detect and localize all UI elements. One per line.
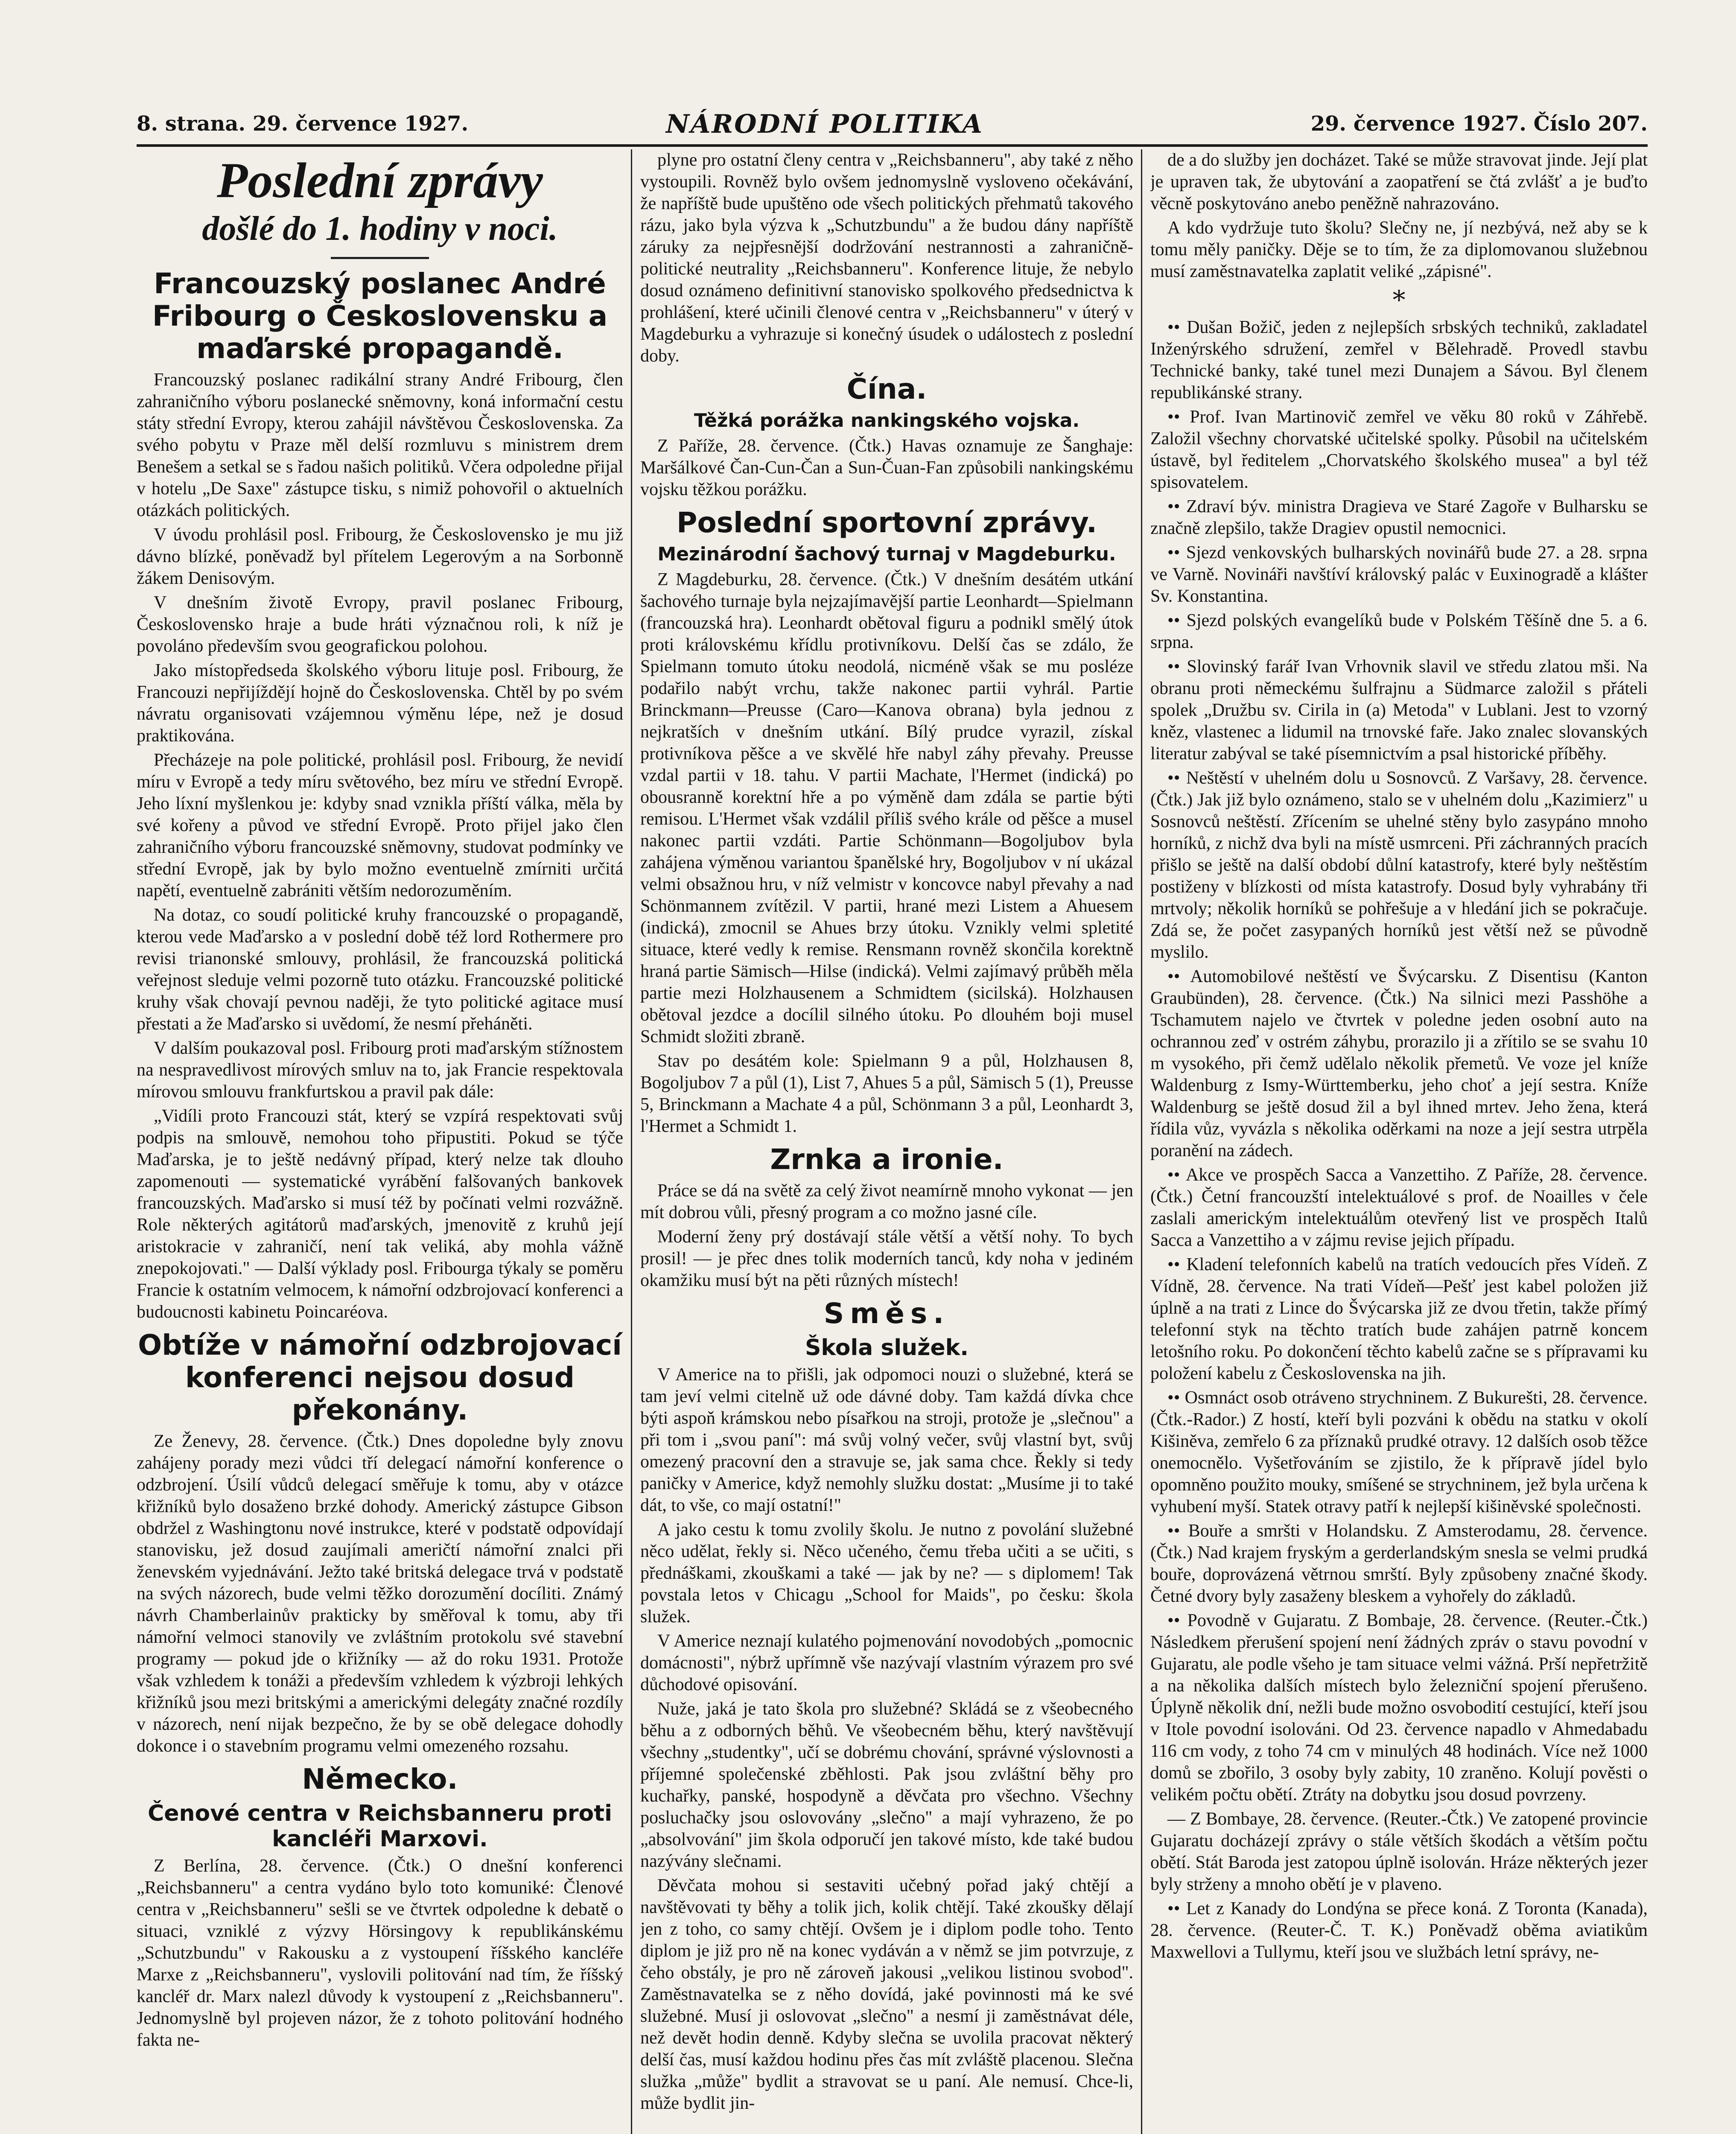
paragraph: •• Slovinský farář Ivan Vrhovnik slavil ve středu zlatou mši. Na obranu proti německému šulfrajnu a Südmarce založil s přáteli spolek „Družbu sv. Cirila in (a) Metoda" v Lublani. Jest to vzorný kněz, vlastenec a lidumil na trnovské faře. Jako znalec slovanských literatur zabýval se také písemnictvím a psal historické příběhy. <box>1150 657 1648 764</box>
section-subtitle: Mezinárodní šachový turnaj v Magdeburku. <box>657 543 1116 565</box>
paragraph: •• Automobilové neštěstí ve Švýcarsku. Z Disentisu (Kanton Graubünden), 28. července. (Čtk.) Na silnici mezi Passhöhe a Tschamutem najelo ve čtvrtek v poledne jeden osobní auto na ochrannou zeď v ostrém záhybu, prorazilo ji a zřítilo se se svahu 10 m vysokého, při čemž udělalo několik přemetů. Ve voze jel kníže Waldenburg z Ismy-Württemberku, jeho choť a její sestra. Kníže Waldenburg se ještě dosud žil a byl ihned mrtev. Jeho žena, která řídila vůz, vyvázla s několika oděrkami na noze a její sestra utrpěla poranění na zádech. <box>1150 967 1648 1160</box>
paragraph: Moderní ženy prý dostávají stále větší a větší nohy. To bych prosil! — je přec dnes tolik moderních tanců, kdy noha v jediném okamžiku musí být na pěti různých místech! <box>640 1227 1133 1290</box>
paragraph: V úvodu prohlásil posl. Fribourg, že Československo je mu již dávno blízké, poněvadž byl přítelem Legerovým a na Sorbonně žákem Denisovým. <box>137 525 623 588</box>
paragraph: Francouzský poslanec radikální strany André Fribourg, člen zahraničního výboru poslanecké sněmovny, koná informační cestu státy střední Evropy, kterou zahájil návštěvou Československa. Za svého pobytu v Praze měl delší rozmluvu s ministrem drem Benešem a setkal se s řadou našich politiků. Včera odpoledne přijal v hotelu „De Saxe" zástupce tisku, s nimiž pohovořil o aktuelních otázkách politických. <box>137 370 623 520</box>
paragraph: Stav po desátém kole: Spielmann 9 a půl, Holzhausen 8, Bogoljubov 7 a půl (1), List 7, Ahues 5 a půl, Sämisch 5 (1), Preusse 5, Brinckmann a Machate 4 a půl, Schönmann 3 a půl, Leonhardt 3, l'Hermet a Schmidt 1. <box>640 1051 1133 1136</box>
paragraph: Z Magdeburku, 28. července. (Čtk.) V dnešním desátém utkání šachového turnaje byla nejzajímavější partie Leonhardt—Spielmann (francouzská hra). Leonhardt obětoval figuru a podnikl smělý útok proti královskému křídlu protivníkovu. Delší čas se zdálo, že Spielmann tomuto útoku neodolá, nicméně však se mu posléze podařilo nabýt vrchu, takže nakonec partii vyhrál. Partie Brinckmann—Preusse (Caro—Kanova obrana) byla jednou z nejkratších v dnešním utkání. Bílý prudce vyrazil, získal protivníkova pěšce a ve skvělé hře nabyl záhy převahy. Preusse vzdal partii v 18. tahu. V partii Machate, l'Hermet (indická) po obousranně korektní hře a po výměně dam zdála se partie býti remisou. L'Hermet však vzdálil příliš svého krále od pěšce a musel nakonec partii vzdáti. Partie Schönmann—Bogoljubov byla zahájena výměnou variantou španělské hry, Bogoljubov v ní ukázal velmi obsažnou hru, v níž velmistr v koncovce nabyl převahy a nad Schönmannem zvítězil. V partii, hrané mezi Listem a Ahuesem (indická), zmocnil se Ahues brzy útoku. Vznikly velmi spletité situace, které vedly k remise. Rensmann rovněž skončila korektně hraná partie Sämisch—Hilse (indická). Velmi zajímavý průběh měla partie mezi Holzhausenem a Schmidtem (sicilská). Holzhausen obětoval jezdce a docílil silného útoku. Po dlouhém boji musel Schmidt složiti zbraně. <box>640 570 1133 1047</box>
divider <box>331 257 429 259</box>
paragraph: V Americe na to přišli, jak odpomoci nouzi o služebné, která se tam jeví velmi citelně už ode dávné doby. Tam každá dívka chce býti aspoň krámskou nebo písařkou na stroji, protože je „slečnou" a při tom i „svou paní": má svůj volný večer, svůj vlastní byt, svůj omezený pracovní den a stravuje se, jak sama chce. Řekly si tedy paničky v Americe, když nemohly služku dostat: „Musíme ji to také dát, to vše, co mají ostatní!" <box>640 1365 1133 1515</box>
section-title: Směs. <box>823 1297 950 1330</box>
paragraph: •• Sjezd venkovských bulharských novinářů bude 27. a 28. srpna ve Varně. Novináři navštíví královský palác v Euxinogradě a klášter Sv. Konstantina. <box>1150 543 1648 606</box>
page-header <box>137 109 1648 146</box>
article-body <box>640 1180 1133 1291</box>
column-separator <box>631 149 632 2134</box>
section-title: Zrnka a ironie. <box>770 1143 1004 1176</box>
column-1 <box>137 149 623 2134</box>
paragraph: plyne pro ostatní členy centra v „Reichsbanneru", aby také z něho vystoupili. Rovněž bylo ovšem jednomyslně vysloveno očekávání, že napříště bude upuštěno ode všech politických přehmatů takového rázu, jako byla výzva k „Schutzbundu" a že budou dány napříště záruky za nejpřesnější dodržování nestrannosti a zahraničně-politické neutrality „Reichsbanneru". Konference lituje, že nebylo dosud oznámeno definitivní stanovisko spolkového předsednictva k prohlášení, které učinili členové centra v „Reichsbanneru" v úterý v Magdeburku a vyhrazuje si konečný úsudek o událostech z poslední doby. <box>640 150 1133 366</box>
article-body <box>137 1855 623 2051</box>
section-subtitle: Škola služek. <box>805 1335 969 1361</box>
paragraph: Přecházeje na pole politické, prohlásil posl. Fribourg, že nevidí míru v Evropě a tedy míru světového, bez míru ve střední Evropě. Jeho líxní myšlenkou je: kdyby snad vznikla příští válka, měla by své kořeny a původ ve střední Evropě. Proto přijel jako člen zahraničního výboru francouzské sněmovny, studovat podmínky ve střední Evropě, jak by bylo možno eventuelně zmírniti určitá napětí, eventuelně zabrániti větším nedorozuměním. <box>137 750 623 901</box>
header-left: 8. strana. 29. července 1927. <box>137 112 469 136</box>
paragraph: „Vidíli proto Francouzi stát, který se vzpírá respektovati svůj podpis na smlouvě, nemohou toho připustiti. Pokud se týče Maďarska, je to ještě nedávný případ, který nelze tak dlouho zapomenouti — systematické vyrábění falšovaných bankovek francouzských. Maďarsko si musí též by počínati velmi rozvážně. Role některých agitátorů maďarských, jmenovitě z kruhů její aristokracie v zahraničí, není tak veliká, aby mohla vážně znepokojovati." — Další výklady posl. Fribourga týkaly se poměru Francie k ostatním velmocem, k námořní odzbrojovací konferenci a budoucnosti kabinetu Poincaréova. <box>137 1106 623 1322</box>
section-title: Německo. <box>302 1763 458 1796</box>
article-body <box>137 1431 623 1757</box>
paragraph: V dnešním životě Evropy, pravil poslanec Fribourg, Československo hraje a bude hráti význačnou roli, k níž je povoláno především svou geografickou polohou. <box>137 593 623 656</box>
column-3 <box>1150 149 1648 2134</box>
paragraph: •• Prof. Ivan Martinovič zemřel ve věku 80 roků v Záhřebě. Založil všechny chorvatské učitelské spolky. Působil na učitelském ústavě, byl ředitelem „Chorvatského školského musea" a byl též spisovatelem. <box>1150 407 1648 492</box>
masthead-subtitle: došlé do 1. hodiny v noci. <box>202 210 558 248</box>
paragraph: •• Akce ve prospěch Sacca a Vanzettiho. Z Paříže, 28. července. (Čtk.) Četní francouzští intelektuálové s prof. de Noailles v čele zaslali americkým intelektuálům otevřený list ve prospěch Italů Sacca a Vanzettiho a v zájmu revise jejich případu. <box>1150 1165 1648 1250</box>
paragraph: Jako místopředseda školského výboru lituje posl. Fribourg, že Francouzi nepřijíždějí hojně do Československa. Chtěl by po svém návratu organisovati vzájemnou výměnu lépe, než je dosud praktikována. <box>137 661 623 746</box>
article-body <box>640 435 1133 501</box>
section-subtitle: Těžká porážka nankingského vojska. <box>694 410 1080 431</box>
paragraph: V dalším poukazoval posl. Fribourg proti maďarským stížnostem na nespravedlivost mírových smluv na to, jak Francie respektovala mírovou smlouvu frankfurtskou a pravil pak dále: <box>137 1038 623 1102</box>
paragraph: •• Sjezd polských evangelíků bude v Polském Těšíně dne 5. a 6. srpna. <box>1150 611 1648 652</box>
paragraph: Děvčata mohou si sestaviti učebný pořad jaký chtějí a navštěvovati ty běhy a tolik jich, kolik chtějí. Také zkoušky dělají jen z toho, co samy chtějí. Ovšem je i diplom podle toho. Tento diplom je již pro ně na konec vydáván a v němž se jim potvrzuje, z čeho obstály, je pro ně zároveň jakousi „velikou listinou svobod". Zaměstnavatelka se z něho dovídá, jaké povinnosti má ke své služebné. Musí ji oslovovat „slečno" a nesmí ji zaměstnávat déle, než devět hodin denně. Kdyby slečna se uvolila pracovat některý delší čas, musí každou hodinu přes čas mít zvláště placenou. Slečna služka „může" bydlit a stravovat se u paní. Ale nemusí. Chce-li, může bydlit jin- <box>640 1876 1133 2113</box>
article-body <box>640 149 1133 367</box>
news-list <box>1150 317 1648 1963</box>
paragraph: Nuže, jaká je tato škola pro služebné? Skládá se z všeobecného běhu a z odborných běhů. Ve všeobecném běhu, který navštěvují všechny „studentky", učí se dobrému chování, správné výslovnosti a příjemné společenské zběhlosti. Pak jsou zvláštní běhy pro kuchařky, panské, hospodyně a děvčata pro všechno. Všechny posluchačky jsou oslovovány „slečno" a mají vyhrazeno, že po „absolvování" jim škola odporučí jen takové místo, kde také budou nazývány slečnami. <box>640 1699 1133 1871</box>
paragraph: Na dotaz, co soudí politické kruhy francouzské o propagandě, kterou vede Maďarsko a v poslední době též lord Rothermere pro revisi trianonské smlouvy, prohlásil, že francouzská politická veřejnost sleduje velmi pozorně tuto otázku. Francouzské politické kruhy však chovají pevnou naději, že tyto politické agitace musí přestati a že Maďarsko si uvědomí, že nesmí přeháněti. <box>137 905 623 1034</box>
paragraph: •• Kladení telefonních kabelů na tratích vedoucích přes Vídeň. Z Vídně, 28. července. Na trati Vídeň—Pešť jest kabel položen již úplně a na trati z Lince do Švýcarska již ze dvou třetin, takže přímý telefonní styk na těchto tratích bude zahájen patrně koncem letošního roku. Po dokončení těchto kabelů začne se s přípravami ku položení kabelu z Československa na jih. <box>1150 1255 1648 1383</box>
article-body <box>640 1364 1133 2114</box>
paragraph: •• Neštěstí v uhelném dolu u Sosnovců. Z Varšavy, 28. července. (Čtk.) Jak již bylo oznámeno, stalo se v uhelném dolu „Kazimierz" u Sosnovců neštěstí. Zřícením se uhelné stěny bylo zasypáno mnoho horníků, z nichž dva byli na místě usmrceni. Při záchranných pracích přišlo se ještě na další období důlní katastrofy, které byly neštěstím postiženy v blízkosti od místa katastrofy. Dosud byly vyhrabány tři mrtvoly; několik horníků se pohřešuje a v hledání jich se pokračuje. Zdá se, že počet zasypaných horníků jest větší než se původně myslilo. <box>1150 768 1648 962</box>
paragraph: Ze Ženevy, 28. července. (Čtk.) Dnes dopoledne byly znovu zahájeny porady mezi vůdci tří delegací námořní konference o odzbrojení. Úsilí vůdců delegací směřuje k tomu, aby v otázce křižníků bylo dosaženo brzké dohody. Americký zástupce Gibson obdržel z Washingtonu nové instrukce, které v podstatě odpovídají stanovisku, jež dosud zaujímali američtí námořní znalci při ženevském vyjednávání. Ježto také britská delegace trvá v podstatě na svých názorech, bude velmi těžko dorozumění docíliti. Známý návrh Chamberlainův prakticky by směřoval k tomu, aby tři námořní velmoci stanovily ve zvláštním protokolu své stavební programy — pokud jde o křižníky — až do roku 1931. Protože však vzhledem k tonáži a především vzhledem k výzbroji lehkých křižníků jsou mezi britskými a americkými delegáty značné rozdíly v názorech, není nijak bezpečno, že by se obě delegace dohodly dokonce i o stavebním programu velmi omezeného rozsahu. <box>137 1431 623 1756</box>
paragraph: A kdo vydržuje tuto školu? Slečny ne, jí nezbývá, než aby se k tomu měly paničky. Děje se to tím, že za diplomovanou služebnou musí zaměstnavatelka zaplatit veliké „zápisné". <box>1150 218 1648 281</box>
article-title: Obtíže v námořní odzbrojovací konferenci nejsou dosud překonány. <box>138 1329 622 1426</box>
article-body <box>640 569 1133 1137</box>
paragraph: V Americe neznají kulatého pojmenování novodobých „pomocnic domácnosti", nýbrž upřímně vše nazývají vlastním výrazem pro své důchodové opisování. <box>640 1631 1133 1694</box>
article-body <box>1150 149 1648 283</box>
section-title: Čína. <box>846 373 927 405</box>
column-2 <box>640 149 1133 2134</box>
asterisk-divider: * <box>1392 285 1406 315</box>
paragraph: de a do služby jen docházet. Také se může stravovat jinde. Její plat je upraven tak, že ubytování a zaopatření se čtá zvlášť a je buďto věcně poskytováno anebo peněžně nahrazováno. <box>1150 150 1648 213</box>
masthead-title: Poslední zprávy <box>217 152 543 208</box>
paragraph: •• Zdraví býv. ministra Dragieva ve Staré Zagoře v Bulharsku se značně zlepšilo, takže Dragiev opustil nemocnici. <box>1150 497 1648 538</box>
section-title: Poslední sportovní zprávy. <box>677 506 1097 539</box>
section-subtitle: Čenové centra v Reichsbanneru proti kancléři Marxovi. <box>148 1801 612 1852</box>
header-rule <box>137 144 1648 147</box>
paragraph: A jako cestu k tomu zvolily školu. Je nutno z povolání služebné něco udělat, řekly si. Něco učeného, čemu třeba učiti a se učiti, s přednáškami, zkouškami a také — jak by ne? — s diplomem! Tak povstala letos v Chicagu „School for Maids", po česku: škola služek. <box>640 1520 1133 1627</box>
column-separator <box>1141 149 1142 2134</box>
paragraph: •• Bouře a smršti v Holandsku. Z Amsterodamu, 28. července. (Čtk.) Nad krajem fryským a gerderlandským snesla se velmi prudká bouře, doprovázená větrnou smrští. Byly způsobeny značné škody. Četné dvory byly zasaženy bleskem a vyhořely do základů. <box>1150 1521 1648 1606</box>
paragraph: •• Dušan Božič, jeden z nejlepších srbských techniků, zakladatel Inženýrského sdružení, zemřel v Bělehradě. Provedl stavbu Technické banky, také tunel mezi Dunajem a Sávou. Byl členem republikánské strany. <box>1150 318 1648 402</box>
paragraph: Práce se dá na světě za celý život neamírně mnoho vykonat — jen mít dobrou vůli, přesný program a co možno jasné cíle. <box>640 1181 1133 1222</box>
header-title: NÁRODNÍ POLITIKA <box>666 109 983 139</box>
paragraph: Z Berlína, 28. července. (Čtk.) O dnešní konferenci „Reichsbanneru" a centra vydáno bylo toto komuniké: Členové centra v „Reichsbanneru" sešli se ve čtvrtek odpoledne k debatě o situaci, vzniklé z výzvy Hörsingovy k republikánskému „Schutzbundu" v Rakousku a z vystoupení říšského kancléře Marxe z „Reichsbanneru", vyslovili politování nad tím, že říšský kancléř dr. Marx nalezl důvody k vystoupení z „Reichsbanneru". Jednomyslně byl projeven názor, že z tohoto politování hodného fakta ne- <box>137 1856 623 2050</box>
paragraph: — Z Bombaye, 28. července. (Reuter.-Čtk.) Ve zatopené provincie Gujaratu docházejí zprávy o stále větších škodách a větším počtu obětí. Stát Baroda jest zatopou úplně isolován. Hráze některých jezer byly strženy a mnoho obětí je v plaveno. <box>1150 1809 1648 1894</box>
paragraph: •• Povodně v Gujaratu. Z Bombaje, 28. července. (Reuter.-Čtk.) Následkem přerušení spojení není žádných zpráv o stavu povodní v Gujaratu, ale podle všeho je tam situace velmi vážná. Prší nepřetržitě a na několika dalších místech bylo železniční spojení přerušeno. Úplyně několik dní, nežli bude možno osvobodití cestující, kteří jsou v Itole povodní isolováni. Od 23. července napadlo v Ahmedabadu 116 cm vody, z toho 74 cm v minulých 48 hodinách. Více než 1000 domů se zbořilo, 3 osoby byly zabity, 10 zraněno. Kolují pověsti o velikém počtu obětí. Ztráty na dobytku jsou dosud povrzeny. <box>1150 1611 1648 1805</box>
article-title: Francouzský poslanec André Fribourg o Československu a maďarské propagandě. <box>152 267 608 365</box>
paragraph: •• Let z Kanady do Londýna se přece koná. Z Toronta (Kanada), 28. července. (Reuter-Č. T. K.) Poněvadž oběma aviatikům Maxwellovi a Tullymu, kteří jsou ve službách letní správy, ne- <box>1150 1899 1648 1962</box>
article-body <box>137 369 623 1323</box>
paragraph: •• Osmnáct osob otráveno strychninem. Z Bukurešti, 28. července. (Čtk.-Rador.) Z hostí, kteří byli pozváni k obědu na statku v okolí Kišiněva, zemřelo 6 za příznaků prudké otravy. 12 dalších osob těžce onemocnělo. Vyšetřováním se zjistilo, že k přípravě jídel bylo opomněno použito mouky, smíšené se strychninem, jež byla určena k vyhubení myší. Statek otravy patří k nejlepší kišiněvské společnosti. <box>1150 1388 1648 1516</box>
header-right: 29. července 1927. Číslo 207. <box>1310 112 1648 136</box>
paragraph: Z Paříže, 28. července. (Čtk.) Havas oznamuje ze Šanghaje: Maršálkové Čan-Cun-Čan a Sun-Čuan-Fan způsobili nankingskému vojsku těžkou porážku. <box>640 436 1133 499</box>
